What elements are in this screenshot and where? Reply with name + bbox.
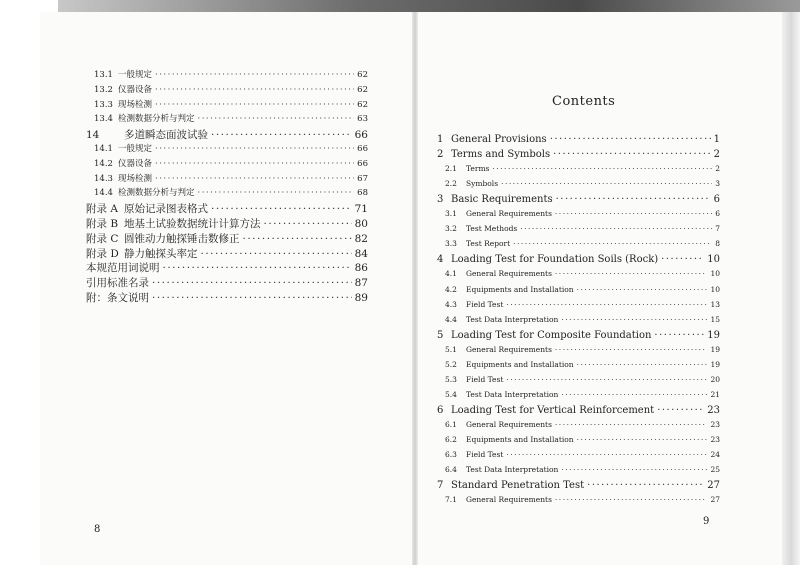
toc-entry-page: 23 — [710, 419, 720, 429]
toc-entry-page: 8 — [715, 239, 720, 249]
toc-entry-title: Equipments and Installation — [466, 359, 574, 369]
toc-entry — [437, 330, 720, 341]
toc-entry-page: 23 — [707, 404, 720, 416]
toc-entry-page: 6 — [713, 194, 720, 206]
toc-entry-page: 66 — [357, 144, 368, 154]
toc-entry-page: 1 — [713, 134, 720, 145]
toc-entry-title: Terms and Symbols — [451, 149, 551, 161]
toc-entry — [445, 345, 720, 354]
left-page-number: 8 — [94, 524, 101, 535]
toc-entry-title: Symbols — [466, 179, 499, 189]
toc-entry-page: 67 — [357, 173, 368, 184]
dot-leader — [201, 248, 352, 260]
dot-leader — [243, 233, 352, 245]
toc-entry — [445, 375, 720, 384]
dot-leader — [506, 450, 707, 459]
dot-leader — [211, 203, 352, 215]
toc-entry-number: 3.1 — [445, 209, 457, 219]
toc-entry-page: 68 — [357, 188, 368, 199]
toc-entry-number: 5 — [437, 329, 444, 341]
toc-entry — [445, 495, 720, 504]
toc-entry-page: 89 — [354, 292, 368, 304]
toc-entry — [445, 269, 720, 278]
dot-leader — [198, 188, 355, 198]
dot-leader — [152, 292, 352, 304]
toc-entry-title: Test Methods — [466, 224, 518, 234]
toc-entry-page: 3 — [715, 179, 720, 189]
toc-entry — [445, 435, 720, 444]
toc-entry-page: 27 — [710, 495, 720, 505]
dot-leader — [561, 465, 707, 474]
dot-leader — [155, 144, 354, 154]
toc-entry — [94, 186, 368, 198]
dot-leader — [520, 224, 712, 233]
toc-entry-page: 27 — [707, 480, 720, 492]
toc-entry-page: 21 — [710, 389, 720, 399]
toc-entry-title: 仪器设备 — [118, 84, 153, 95]
toc-entry-title: 引用标准名录 — [86, 277, 149, 290]
toc-entry-page: 66 — [357, 158, 368, 169]
toc-entry-title: General Requirements — [466, 495, 552, 505]
toc-entry-title: General Requirements — [466, 269, 552, 279]
toc-entry — [86, 246, 368, 261]
toc-entry — [86, 127, 368, 142]
toc-entry-number: 4.3 — [445, 299, 457, 309]
toc-entry-number: 7.1 — [445, 495, 457, 505]
toc-entry-number: 2.2 — [445, 179, 457, 189]
toc-entry-number: 13.4 — [94, 114, 113, 125]
toc-entry-number: 附录 C — [86, 232, 119, 245]
dot-leader — [501, 179, 712, 188]
page-edge-shadow — [782, 12, 800, 565]
toc-entry-title: Loading Test for Vertical Reinforcement — [451, 404, 655, 416]
toc-entry-page: 2 — [715, 164, 720, 174]
toc-entry-title: Field Test — [466, 374, 504, 384]
toc-entry-page: 2 — [713, 149, 720, 161]
toc-entry-page: 23 — [710, 435, 720, 444]
toc-entry-page: 62 — [357, 84, 368, 95]
toc-entry-number: 7 — [437, 480, 444, 492]
toc-entry — [445, 164, 720, 173]
toc-entry-title: General Requirements — [466, 344, 552, 354]
dot-leader — [211, 129, 352, 141]
toc-entry — [86, 260, 368, 275]
toc-entry-page: 19 — [710, 359, 720, 369]
dot-leader — [577, 360, 708, 369]
toc-entry-number: 6 — [437, 404, 444, 416]
toc-entry — [94, 157, 368, 169]
toc-entry — [445, 209, 720, 218]
toc-entry-title: 本规范用词说明 — [86, 262, 160, 275]
dot-leader — [555, 269, 708, 278]
toc-entry — [86, 275, 368, 290]
toc-entry — [445, 315, 720, 324]
toc-entry-title: Test Data Interpretation — [466, 389, 559, 399]
dot-leader — [492, 164, 712, 173]
toc-entry-number: 5.2 — [445, 359, 457, 369]
toc-entry-number: 2.1 — [445, 164, 457, 174]
toc-entry-number: 4.1 — [445, 269, 457, 279]
toc-entry-page: 62 — [357, 70, 368, 80]
toc-entry-number: 13.3 — [94, 99, 113, 110]
toc-entry — [94, 98, 368, 110]
toc-entry-title: 检测数据分析与判定 — [118, 114, 195, 125]
dot-leader — [155, 174, 354, 184]
dot-leader — [553, 149, 711, 160]
toc-entry — [94, 83, 368, 95]
contents-heading: Contents — [552, 94, 616, 109]
toc-entry — [445, 179, 720, 188]
toc-entry-page: 19 — [710, 344, 720, 354]
toc-entry-number: 6.3 — [445, 450, 457, 460]
dot-leader — [555, 495, 708, 504]
toc-entry-page: 10 — [710, 269, 720, 279]
toc-entry-page: 87 — [354, 277, 368, 290]
toc-entry-number: 3 — [437, 194, 444, 206]
toc-entry-number: 5.3 — [445, 374, 457, 384]
toc-entry-number: 6.2 — [445, 435, 457, 444]
toc-entry-page: 7 — [715, 224, 720, 234]
dot-leader — [657, 405, 704, 416]
toc-entry — [86, 201, 368, 216]
dot-leader — [155, 159, 354, 169]
dot-leader — [561, 315, 707, 324]
toc-entry — [445, 224, 720, 233]
toc-entry-title: Loading Test for Composite Foundation — [451, 329, 652, 341]
toc-entry-page: 24 — [710, 450, 720, 460]
toc-entry — [94, 112, 368, 124]
toc-entry-number: 14.2 — [94, 158, 113, 169]
toc-entry-title: 附：条文说明 — [86, 292, 149, 304]
dot-leader — [661, 254, 704, 265]
book-gutter — [412, 12, 418, 565]
toc-entry-number: 4.2 — [445, 284, 457, 294]
dot-leader — [506, 300, 707, 309]
dot-leader — [577, 435, 708, 444]
toc-entry — [94, 142, 368, 154]
toc-entry-number: 1 — [437, 134, 444, 145]
toc-entry-title: 圆锥动力触探锤击数修正 — [124, 232, 240, 245]
toc-entry-page: 71 — [354, 203, 368, 216]
toc-entry-number: 6.4 — [445, 465, 457, 475]
toc-entry-number: 14.3 — [94, 173, 113, 184]
toc-entry — [445, 300, 720, 309]
dot-leader — [555, 345, 708, 354]
toc-entry-page: 19 — [707, 329, 720, 341]
dot-leader — [556, 194, 711, 205]
toc-entry-number: 附录 A — [86, 203, 118, 216]
toc-entry — [94, 68, 368, 80]
toc-entry — [437, 254, 720, 265]
toc-entry-page: 66 — [354, 129, 368, 142]
toc-entry-number: 附录 D — [86, 247, 119, 260]
dot-leader — [555, 420, 708, 429]
toc-entry-number: 4.4 — [445, 314, 457, 324]
toc-entry-title: 一般规定 — [118, 144, 153, 154]
toc-entry-page: 86 — [354, 262, 368, 275]
toc-entry-title: General Requirements — [466, 419, 552, 429]
toc-entry-title: 地基土试验数据统计计算方法 — [124, 218, 261, 230]
toc-entry-number: 2 — [437, 149, 444, 161]
right-page-number: 9 — [703, 516, 710, 527]
toc-entry-title: 仪器设备 — [118, 158, 153, 169]
toc-entry-page: 10 — [707, 254, 720, 266]
toc-entry-title: 原始记录图表格式 — [124, 203, 208, 216]
toc-entry-title: 现场检测 — [118, 173, 153, 184]
dot-leader — [163, 262, 352, 274]
toc-entry — [445, 465, 720, 474]
toc-entry-page: 82 — [354, 232, 368, 245]
toc-entry-title: Equipments and Installation — [466, 284, 574, 294]
toc-entry — [437, 405, 720, 416]
toc-entry-number: 14.4 — [94, 188, 113, 199]
toc-entry-title: 静力触探头率定 — [124, 247, 198, 260]
toc-entry-number: 13.2 — [94, 84, 113, 95]
toc-entry-title: 一般规定 — [118, 70, 153, 80]
toc-entry-page: 63 — [357, 114, 368, 125]
dot-leader — [561, 390, 707, 399]
toc-entry-page: 25 — [710, 465, 720, 475]
toc-entry-number: 6.1 — [445, 419, 457, 429]
toc-entry-page: 15 — [710, 314, 720, 324]
dot-leader — [513, 239, 712, 248]
toc-entry-number: 附录 B — [86, 218, 119, 230]
dot-leader — [152, 277, 352, 289]
toc-entry-number: 3.2 — [445, 224, 457, 234]
toc-entry — [445, 239, 720, 248]
toc-entry — [445, 360, 720, 369]
toc-entry — [86, 216, 368, 231]
toc-entry — [86, 290, 368, 305]
toc-entry-number: 14 — [86, 129, 100, 142]
toc-entry-number: 4 — [437, 254, 444, 266]
dot-leader — [654, 330, 704, 341]
dot-leader — [155, 70, 354, 80]
toc-entry-title: General Provisions — [451, 134, 547, 145]
toc-entry-page: 62 — [357, 99, 368, 110]
dot-leader — [198, 114, 355, 124]
dot-leader — [506, 375, 707, 384]
toc-entry — [437, 480, 720, 491]
dot-leader — [155, 100, 354, 110]
dot-leader — [587, 480, 704, 491]
toc-entry-title: Basic Requirements — [451, 194, 553, 206]
toc-entry — [445, 450, 720, 459]
toc-entry — [437, 194, 720, 205]
toc-entry-page: 10 — [710, 284, 720, 294]
dot-leader — [155, 85, 354, 95]
dot-leader — [550, 134, 711, 145]
toc-entry-page: 84 — [354, 247, 368, 260]
toc-entry — [94, 172, 368, 184]
dot-leader — [264, 218, 352, 230]
toc-entry-title: Field Test — [466, 299, 504, 309]
toc-entry-number: 13.1 — [94, 70, 113, 80]
toc-entry — [437, 134, 720, 145]
toc-entry-page: 80 — [354, 218, 368, 230]
toc-entry-number: 5.1 — [445, 344, 457, 354]
toc-entry-title: Loading Test for Foundation Soils (Rock) — [451, 254, 659, 266]
toc-entry-page: 13 — [710, 299, 720, 309]
toc-entry-number: 14.1 — [94, 144, 113, 154]
toc-entry — [437, 149, 720, 160]
toc-entry-title: General Requirements — [466, 209, 552, 219]
toc-entry — [445, 390, 720, 399]
toc-entry-title: Terms — [466, 164, 490, 174]
toc-entry-title: Standard Penetration Test — [451, 480, 585, 492]
toc-entry — [445, 420, 720, 429]
toc-entry-title: Test Report — [466, 239, 511, 249]
toc-entry-title: Equipments and Installation — [466, 435, 574, 444]
toc-entry-page: 20 — [710, 374, 720, 384]
toc-entry-page: 6 — [715, 209, 720, 219]
toc-entry-number: 5.4 — [445, 389, 457, 399]
dot-leader — [577, 285, 708, 294]
toc-entry-title: 检测数据分析与判定 — [118, 188, 195, 199]
toc-entry-number: 3.3 — [445, 239, 457, 249]
toc-entry — [445, 285, 720, 294]
toc-entry-title: Field Test — [466, 450, 504, 460]
dot-leader — [555, 209, 712, 218]
toc-entry-title: 现场检测 — [118, 99, 153, 110]
toc-entry-title: Test Data Interpretation — [466, 314, 559, 324]
toc-entry — [86, 231, 368, 246]
toc-entry-title: Test Data Interpretation — [466, 465, 559, 475]
toc-entry-title: 多道瞬态面波试验 — [124, 129, 208, 142]
